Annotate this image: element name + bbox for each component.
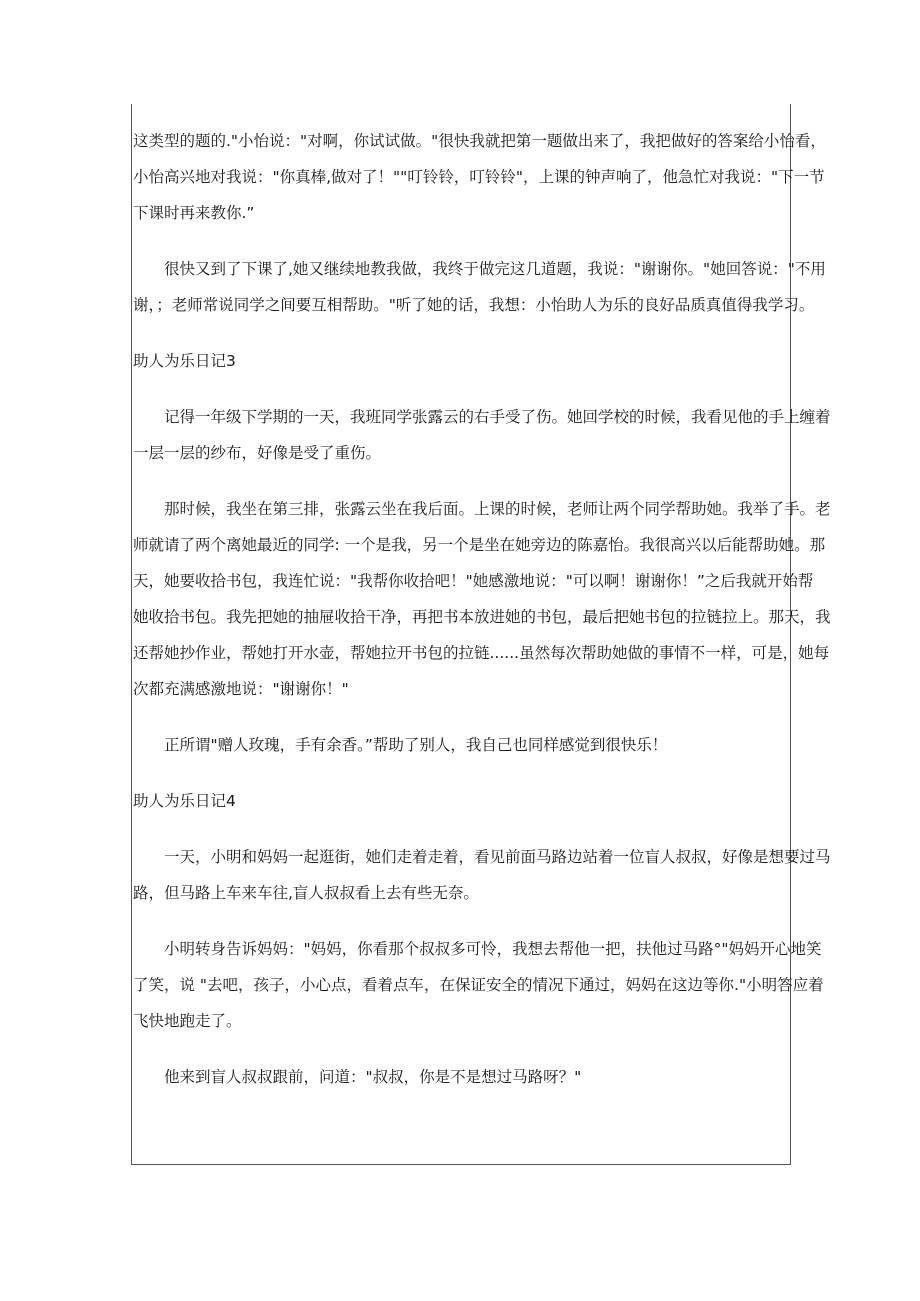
text-line: 小明转身告诉妈妈："妈妈，你看那个叔叔多可怜，我想去帮他一把，扶他过马路°"妈妈开心地笑 [164,940,822,958]
paragraph [133,1059,788,1095]
text-line: 她收拾书包。我先把她的抽屉收拾干净，再把书本放进她的书包，最后把她书包的拉链拉上。那天，我 [133,608,831,626]
paragraph [133,491,831,707]
section-heading: 助人为乐日记3 [133,352,236,370]
text-line: 这类型的题的."小怡说："对啊，你试试做。"很快我就把第一题做出来了，我把做好的答案给小怡看， [133,132,826,150]
paragraph [133,399,831,471]
text-line: 谢，；老师常说同学之间要互相帮助。"听了她的话，我想：小怡助人为乐的良好品质真值得我学习。 [133,296,815,314]
text-line: 飞快地跑走了。 [133,1012,242,1030]
paragraph [133,839,831,911]
text-line: 次都充满感激地说："谢谢你！" [133,680,349,698]
text-line: 下课时再来教你.” [133,204,255,222]
paragraph [133,727,788,763]
text-line: 他来到盲人叔叔跟前，问道："叔叔，你是不是想过马路呀？" [164,1068,582,1086]
text-line: 正所谓"赠人玫瑰，手有余香。”帮助了别人，我自己也同样感觉到很快乐！ [164,736,668,754]
text-line: 很快又到了下课了,她又继续地教我做，我终于做完这几道题，我说："谢谢你。"她回答说："不用 [164,260,826,278]
text-line: 路，但马路上车来车往,盲人叔叔看上去有些无奈。 [133,884,479,902]
text-line: 记得一年级下学期的一天，我班同学张露云的右手受了伤。她回学校的时候，我看见他的手上缠着 [164,408,831,426]
text-line: 一天，小明和妈妈一起逛街，她们走着走着，看见前面马路边站着一位盲人叔叔，好像是想要过马 [164,848,831,866]
text-line: 一层一层的纱布，好像是受了重伤。 [133,444,382,462]
text-line: 师就请了两个离她最近的同学: 一个是我，另一个是坐在她旁边的陈嘉怡。我很高兴以后能帮助她。那 [133,536,826,554]
text-line: 小怡高兴地对我说："你真棒,做对了！""叮铃铃，叮铃铃"，上课的钟声响了，他急忙对我说："下一节 [133,168,825,186]
text-line: 那时候，我坐在第三排，张露云坐在我后面。上课的时候，老师让两个同学帮助她。我举了手。老 [164,500,831,518]
text-line: 还帮她抄作业，帮她打开水壶，帮她拉开书包的拉链......虽然每次帮助她做的事情不一样，可是，她每 [133,644,830,662]
document-content [133,123,831,1095]
paragraph [133,123,826,231]
paragraph [133,931,824,1039]
paragraph [133,251,826,323]
section-heading: 助人为乐日记4 [133,792,236,810]
text-line: 天，她要收拾书包，我连忙说："我帮你收拾吧！"她感激地说："可以啊！谢谢你！”之后我就开始帮 [133,572,814,590]
text-line: 了笑，说 "去吧，孩子，小心点，看着点车，在保证安全的情况下通过，妈妈在这边等你."小明答应着 [133,976,824,994]
